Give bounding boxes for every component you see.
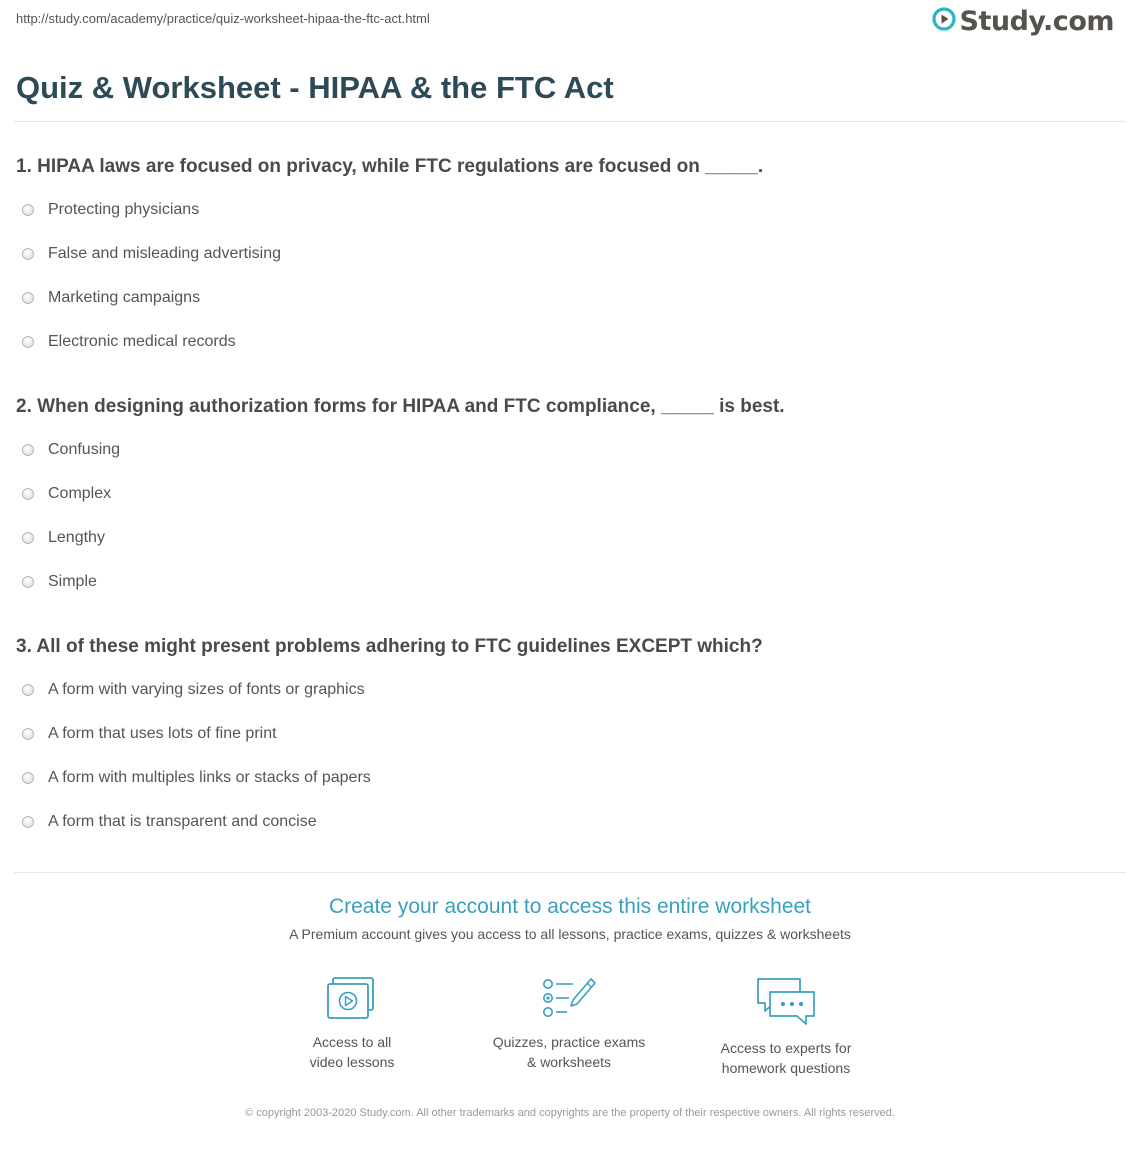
radio-button[interactable] xyxy=(22,816,34,828)
radio-button[interactable] xyxy=(22,772,34,784)
question-2: 2. When designing authorization forms for HIPAA and FTC compliance, _____ is best. xyxy=(16,396,785,417)
q1-option-3[interactable] xyxy=(22,287,200,309)
radio-button[interactable] xyxy=(22,336,34,348)
option-label: A form with multiples links or stacks of papers xyxy=(48,769,371,786)
q2-option-3[interactable] xyxy=(22,527,105,549)
option-label: False and misleading advertising xyxy=(48,245,282,262)
feature-quizzes xyxy=(469,976,669,1072)
radio-button[interactable] xyxy=(22,532,34,544)
q1-option-1[interactable] xyxy=(22,199,199,221)
question-1: 1. HIPAA laws are focused on privacy, while FTC regulations are focused on _____. xyxy=(16,156,764,177)
q1-option-2[interactable] xyxy=(22,243,281,265)
radio-button[interactable] xyxy=(22,728,34,740)
q3-option-4[interactable] xyxy=(22,811,317,833)
radio-button[interactable] xyxy=(22,576,34,588)
option-label: A form with varying sizes of fonts or graphics xyxy=(48,681,365,698)
play-circle-icon xyxy=(932,7,956,36)
page-url: http://study.com/academy/practice/quiz-worksheet-hipaa-the-ftc-act.html xyxy=(16,11,430,26)
video-lessons-icon xyxy=(252,976,452,1022)
q3-option-1[interactable] xyxy=(22,679,365,701)
feature-label: Access to experts for homework questions xyxy=(720,1040,852,1076)
cta-divider xyxy=(14,872,1126,873)
question-3: 3. All of these might present problems adhering to FTC guidelines EXCEPT which? xyxy=(16,636,763,657)
feature-experts xyxy=(686,976,886,1078)
q2-option-2[interactable] xyxy=(22,483,111,505)
feature-label: Quizzes, practice exams & worksheets xyxy=(492,1034,646,1070)
radio-button[interactable] xyxy=(22,444,34,456)
copyright-text: © copyright 2003-2020 Study.com. All other trademarks and copyrights are the property of their respective owners. All rights reserved. xyxy=(245,1107,895,1119)
feature-label: Access to all video lessons xyxy=(309,1034,395,1070)
radio-button[interactable] xyxy=(22,248,34,260)
radio-button[interactable] xyxy=(22,488,34,500)
cta-title-link[interactable]: Create your account to access this entire worksheet xyxy=(328,895,812,918)
option-label: Simple xyxy=(48,573,97,590)
quiz-checklist-icon xyxy=(469,976,669,1022)
cta-subtitle: A Premium account gives you access to all lessons, practice exams, quizzes & worksheets xyxy=(289,926,851,942)
option-label: Electronic medical records xyxy=(48,333,236,350)
q1-option-4[interactable] xyxy=(22,331,236,353)
chat-bubbles-icon xyxy=(686,976,886,1028)
q3-option-2[interactable] xyxy=(22,723,277,745)
page-title: Quiz & Worksheet - HIPAA & the FTC Act xyxy=(16,70,614,105)
option-label: A form that uses lots of fine print xyxy=(48,725,277,742)
radio-button[interactable] xyxy=(22,204,34,216)
title-divider xyxy=(14,121,1126,122)
option-label: A form that is transparent and concise xyxy=(48,813,317,830)
q2-option-4[interactable] xyxy=(22,571,97,593)
radio-button[interactable] xyxy=(22,292,34,304)
option-label: Marketing campaigns xyxy=(48,289,201,306)
q3-option-3[interactable] xyxy=(22,767,371,789)
radio-button[interactable] xyxy=(22,684,34,696)
option-label: Confusing xyxy=(48,441,121,458)
option-label: Lengthy xyxy=(48,529,105,546)
q2-option-1[interactable] xyxy=(22,439,120,461)
study-logo[interactable] xyxy=(932,6,1114,37)
option-label: Protecting physicians xyxy=(48,201,200,218)
logo-text: Study.com xyxy=(959,6,1114,37)
feature-video-lessons xyxy=(252,976,452,1072)
option-label: Complex xyxy=(48,485,112,502)
